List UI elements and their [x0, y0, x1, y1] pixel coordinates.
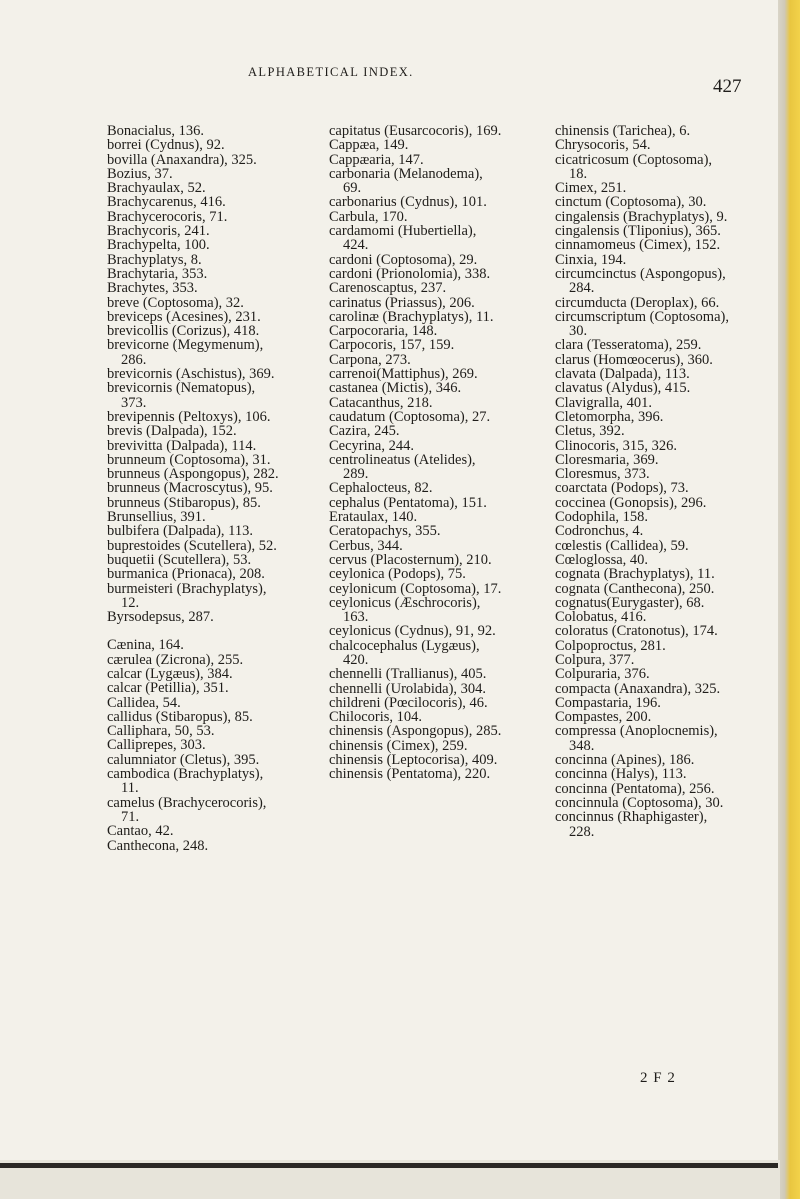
index-entry: carbonaria (Melanodema), 69. [329, 165, 483, 197]
index-entry: Brachytaria, 353. [107, 265, 208, 282]
index-entry: brunneus (Macroscytus), 95. [107, 480, 273, 497]
index-entry: concinnus (Rhaphigaster), 228. [555, 809, 708, 840]
index-entry: clavatus (Alydus), 415. [555, 380, 691, 397]
index-entry: calcar (Lygæus), 384. [107, 665, 233, 682]
index-entry: Cloresmus, 373. [555, 466, 650, 483]
page-number: 427 [713, 76, 742, 97]
index-entry: castanea (Mictis), 346. [329, 380, 462, 397]
index-entry: cicatricosum (Coptosoma), 18. [555, 151, 713, 182]
index-entry: Brachyplatys, 8. [107, 251, 202, 268]
index-spacer [107, 624, 282, 638]
index-entry: Calliprepes, 303. [107, 737, 206, 754]
index-entry: brevicollis (Corizus), 418. [107, 323, 260, 340]
index-entry: Brachyaulax, 52. [107, 180, 206, 197]
index-entry: caudatum (Coptosoma), 27. [329, 408, 491, 425]
index-entry: chennelli (Trallianus), 405. [329, 666, 487, 683]
index-entry: Cletus, 392. [555, 423, 625, 440]
index-entry: coloratus (Cratonotus), 174. [555, 623, 718, 640]
index-entry: cervus (Placosternum), 210. [329, 551, 492, 568]
index-entry: Canthecona, 248. [107, 837, 209, 854]
index-entry: circumducta (Deroplax), 66. [555, 294, 720, 311]
index-entry: centrolineatus (Atelides), 289. [329, 451, 476, 483]
index-entry: brunneus (Stibaropus), 85. [107, 494, 261, 511]
index-entry: Cloresmaria, 369. [555, 451, 659, 468]
index-entry: coarctata (Podops), 73. [555, 480, 689, 497]
index-entry: brunneum (Coptosoma), 31. [107, 451, 271, 468]
index-column-2 [329, 124, 504, 782]
index-entry: chinensis (Cimex), 259. [329, 737, 468, 754]
index-entry: cingalensis (Brachyplatys), 9. [555, 208, 728, 225]
index-entry: calcar (Petillia), 351. [107, 680, 229, 697]
index-entry: childreni (Pœcilocoris), 46. [329, 694, 488, 711]
index-entry: clarus (Homœocerus), 360. [555, 351, 713, 368]
index-entry: Cephalocteus, 82. [329, 480, 433, 497]
bottom-rule [0, 1163, 778, 1168]
index-column-3 [555, 124, 730, 839]
index-entry: cinnamomeus (Cimex), 152. [555, 237, 721, 254]
index-entry: Colpura, 377. [555, 651, 635, 668]
page-edge [778, 0, 800, 1199]
running-head: ALPHABETICAL INDEX. [248, 65, 414, 79]
index-entry: brevicorne (Megymenum), 286. [107, 337, 264, 368]
index-entry: Bozius, 37. [107, 165, 173, 182]
index-entry: Brachycarenus, 416. [107, 194, 226, 211]
index-entry: Cænina, 164. [107, 637, 184, 654]
index-entry: chennelli (Urolabida), 304. [329, 680, 487, 697]
index-entry: cambodica (Brachyplatys), 11. [107, 766, 264, 797]
index-entry: chalcocephalus (Lygæus), 420. [329, 637, 480, 668]
index-entry: Carbula, 170. [329, 208, 408, 225]
index-entry: Colpoproctus, 281. [555, 637, 666, 654]
index-column-1 [107, 124, 282, 853]
index-entry: Cazira, 245. [329, 423, 400, 440]
index-entry: brevis (Dalpada), 152. [107, 423, 237, 440]
index-entry: clavata (Dalpada), 113. [555, 366, 690, 383]
index-entry: Chrysocoris, 54. [555, 137, 651, 154]
index-entry: calumniator (Cletus), 395. [107, 751, 260, 768]
index-entry: compacta (Anaxandra), 325. [555, 680, 721, 697]
index-entry: Cantao, 42. [107, 823, 174, 840]
index-entry: compressa (Anoplocnemis), 348. [555, 723, 718, 754]
index-entry: buprestoides (Scutellera), 52. [107, 537, 277, 554]
index-entry: Byrsodepsus, 287. [107, 609, 214, 626]
index-entry: carinatus (Priassus), 206. [329, 294, 475, 311]
index-entry: concinna (Pentatoma), 256. [555, 780, 715, 797]
index-entry: concinna (Halys), 113. [555, 766, 687, 783]
index-entry: cognata (Brachyplatys), 11. [555, 566, 715, 583]
signature-mark: 2 F 2 [640, 1070, 676, 1086]
index-entry: Brachypelta, 100. [107, 237, 210, 254]
index-entry: brevipennis (Peltoxys), 106. [107, 408, 271, 425]
index-entry: Cappæa, 149. [329, 137, 409, 154]
index-entry: Callidea, 54. [107, 694, 181, 711]
index-entry: coccinea (Gonopsis), 296. [555, 494, 707, 511]
index-entry: Cinxia, 194. [555, 251, 627, 268]
index-entry: Brachycoris, 241. [107, 223, 210, 240]
index-entry: Bonacialus, 136. [107, 123, 205, 139]
index-entry: buquetii (Scutellera), 53. [107, 551, 252, 568]
index-entry: Calliphara, 50, 53. [107, 723, 215, 740]
index-entry: cœlestis (Callidea), 59. [555, 537, 689, 554]
index-entry: Carpocoraria, 148. [329, 323, 438, 340]
index-entry: Cœloglossa, 40. [555, 551, 649, 568]
index-entry: cingalensis (Tliponius), 365. [555, 223, 721, 240]
index-entry: cephalus (Pentatoma), 151. [329, 494, 487, 511]
index-entry: breviceps (Acesines), 231. [107, 308, 261, 325]
index-entry: Ceratopachys, 355. [329, 523, 441, 540]
index-entry: Clavigralla, 401. [555, 394, 653, 411]
index-entry: Codophila, 158. [555, 509, 649, 526]
index-entry: Cerbus, 344. [329, 537, 403, 554]
index-entry: concinnula (Coptosoma), 30. [555, 794, 724, 811]
index-entry: bovilla (Anaxandra), 325. [107, 151, 257, 168]
index-entry: Catacanthus, 218. [329, 394, 433, 411]
index-entry: Compastaria, 196. [555, 694, 661, 711]
index-entry: carolinæ (Brachyplatys), 11. [329, 308, 494, 325]
index-entry: Cletomorpha, 396. [555, 408, 664, 425]
index-entry: callidus (Stibaropus), 85. [107, 708, 253, 725]
index-entry: chinensis (Pentatoma), 220. [329, 766, 491, 783]
index-entry: Brachytes, 353. [107, 280, 198, 297]
index-entry: chinensis (Aspongopus), 285. [329, 723, 502, 740]
index-entry: Colpuraria, 376. [555, 666, 650, 683]
index-entry: capitatus (Eusarcocoris), 169. [329, 123, 502, 139]
index-entry: burmeisteri (Brachyplatys), 12. [107, 580, 267, 611]
index-entry: brevicornis (Nematopus), 373. [107, 380, 256, 411]
index-entry: ceylonicum (Coptosoma), 17. [329, 580, 502, 597]
index-entry: ceylonicus (Æschrocoris), 163. [329, 594, 481, 626]
index-entry: clara (Tesseratoma), 259. [555, 337, 702, 354]
index-entry: borrei (Cydnus), 92. [107, 137, 225, 154]
index-entry: cardamomi (Hubertiella), 424. [329, 223, 477, 254]
index-entry: Carenoscaptus, 237. [329, 280, 447, 297]
index-entry: cognatus(Eurygaster), 68. [555, 594, 705, 611]
index-entry: cærulea (Zicrona), 255. [107, 651, 244, 668]
index-entry: brunneus (Aspongopus), 282. [107, 466, 279, 483]
index-entry: ceylonica (Podops), 75. [329, 566, 466, 583]
index-entry: Carpona, 273. [329, 351, 411, 368]
index-entry: brevivitta (Dalpada), 114. [107, 437, 257, 454]
index-entry: carrenoi(Mattiphus), 269. [329, 366, 478, 383]
index-entry: Colobatus, 416. [555, 609, 647, 626]
index-entry: Brachycerocoris, 71. [107, 208, 228, 225]
index-entry: circumscriptum (Coptosoma), 30. [555, 308, 729, 340]
index-entry: carbonarius (Cydnus), 101. [329, 194, 487, 211]
index-entry: Chilocoris, 104. [329, 709, 423, 726]
index-entry: bulbifera (Dalpada), 113. [107, 523, 254, 540]
index-entry: Brunsellius, 391. [107, 509, 206, 526]
index-entry: concinna (Apines), 186. [555, 752, 695, 769]
index-entry: camelus (Brachycerocoris), 71. [107, 794, 267, 825]
index-entry: breve (Coptosoma), 32. [107, 294, 244, 311]
index-entry: ceylonicus (Cydnus), 91, 92. [329, 623, 496, 640]
index-entry: Cappæaria, 147. [329, 151, 424, 168]
index-entry: circumcinctus (Aspongopus), 284. [555, 265, 726, 297]
index-entry: cinctum (Coptosoma), 30. [555, 194, 707, 211]
index-entry: chinensis (Leptocorisa), 409. [329, 752, 498, 769]
index-entry: Carpocoris, 157, 159. [329, 337, 455, 354]
index-entry: cognata (Canthecona), 250. [555, 580, 715, 597]
index-entry: chinensis (Tarichea), 6. [555, 123, 691, 139]
index-entry: Codronchus, 4. [555, 523, 644, 540]
index-entry: Clinocoris, 315, 326. [555, 437, 678, 454]
index-entry: Erataulax, 140. [329, 509, 418, 526]
index-entry: burmanica (Prionaca), 208. [107, 566, 265, 583]
index-entry: brevicornis (Aschistus), 369. [107, 366, 275, 383]
index-entry: Compastes, 200. [555, 709, 652, 726]
index-entry: Cecyrina, 244. [329, 437, 414, 454]
index-entry: Cimex, 251. [555, 180, 627, 197]
index-entry: cardoni (Coptosoma), 29. [329, 251, 478, 268]
index-entry: cardoni (Prionolomia), 338. [329, 265, 491, 282]
